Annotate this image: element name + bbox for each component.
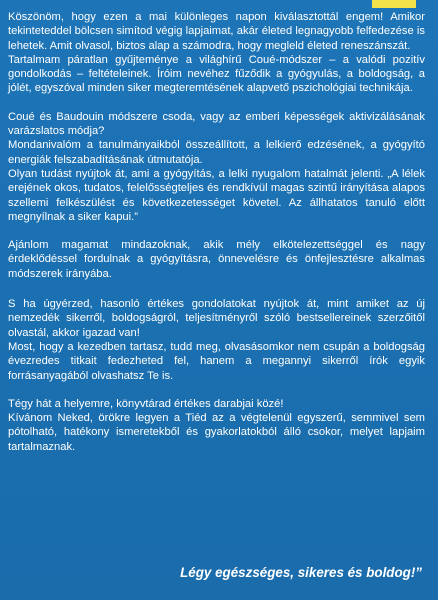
paragraph-wish: Kívánom Neked, örökre legyen a Tiéd az a végtelenül egyszerű, semmivel sem pótolható, hatékony ismeretekből és gyakorlatokból álló csokor, melyet lapjaim tartalmaznak. bbox=[8, 412, 425, 453]
paragraph-intro: Köszönöm, hogy ezen a mai különleges napon kiválasztottál engem! Amikor tekinteteddel bölcsen simítod végig lapjaimat, akár életed legnagyobb felfedezése is lehetek. Amit olvasol, biztos alap a számodra, hogy megleld életed reneszánszát. bbox=[8, 11, 425, 52]
paragraph-content: Tartalmam páratlan gyűjteménye a világhírű Coué-módszer – a valódi pozitív gondolkodás – feltételeinek. Íróim nevéhez fűződik a gyógyulás, a boldogság, a jólét, egyszóval minden siker megteremtésének alapvető pszichológiai technikája. bbox=[8, 53, 425, 95]
paragraph-quote: Olyan tudást nyújtok át, ami a gyógyítás, a lelki nyugalom hatalmát jelenti. „A lélek erejének okos, tudatos, felelősségteljes és rendkívül magas szintű irányítása alapos szellemi felkészülést és következetességet követel. Az állhatatos tanuló előtt megnyílnak a siker kapui.” bbox=[8, 167, 425, 223]
paragraph-secrets: Most, hogy a kezedben tartasz, tudd meg, olvasásomkor nem csupán a boldogság évezredes titkait fedezheted fel, hanem a megannyi sikerről írók egyik forrásanyagából olvashatsz Te is. bbox=[8, 340, 425, 382]
paragraph-shelf: Tégy hát a helyemre, könyvtárad értékes darabjai közé! bbox=[8, 397, 284, 410]
closing-slogan: Légy egészséges, sikeres és boldog!” bbox=[180, 565, 422, 580]
paragraph-recommendation: Ajánlom magamat mindazoknak, akik mély elkötelezettséggel és nagy érdeklődéssel fordulnak a gyógyításra, önnevelésre és önfejlesztésre alkalmas módszerek irányába. bbox=[8, 239, 425, 280]
yellow-corner-tab bbox=[372, 0, 416, 8]
paragraph-bestsellers: S ha úgyérzed, hasonló értékes gondolatokat nyújtok át, mint amiket az új nemzedék sikerről, boldogságról, teljesítményről szóló bestsellereinek szerzőitől olvastál, akkor igazad van! bbox=[8, 298, 425, 339]
blurb-text bbox=[8, 10, 425, 454]
paragraph-message: Mondanivalóm a tanulmányaikból összeállított, a lelkierő edzésének, a gyógyító energiák felszabadításának útmutatója. bbox=[8, 139, 425, 166]
paragraph-question: Coué és Baudouin módszere csoda, vagy az emberi képességek aktivizálásának varázslatos módja? bbox=[8, 110, 425, 138]
